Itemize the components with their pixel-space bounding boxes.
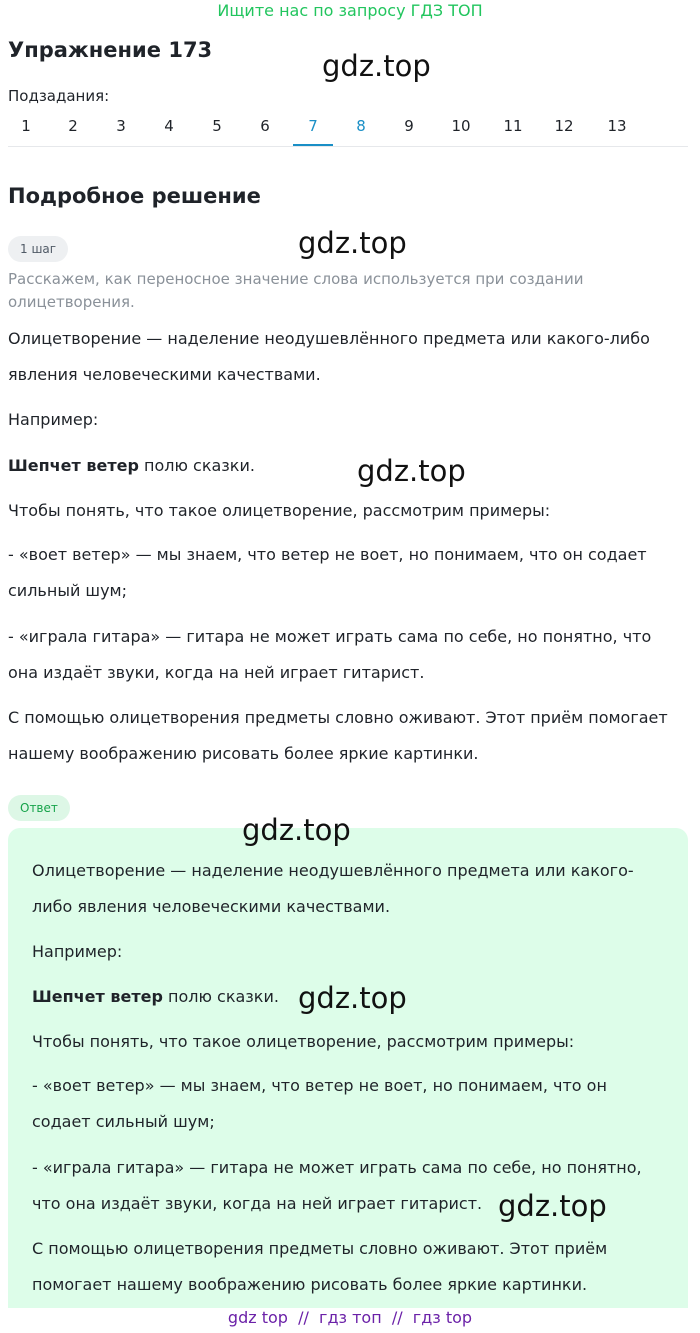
tab-10[interactable]: 10 bbox=[451, 117, 471, 135]
answer-paragraph: Олицетворение — наделение неодушевлённого предмета или какого-либо явления человеческими качествами. bbox=[32, 861, 634, 916]
divider bbox=[8, 146, 688, 147]
tab-11[interactable]: 11 bbox=[503, 117, 523, 135]
bold-phrase: Шепчет ветер bbox=[8, 456, 139, 475]
tab-13[interactable]: 13 bbox=[607, 117, 627, 135]
tab-9[interactable]: 9 bbox=[404, 117, 414, 135]
answer-paragraph: Чтобы понять, что такое олицетворение, рассмотрим примеры: bbox=[32, 1032, 575, 1051]
phrase-rest: полю сказки. bbox=[138, 456, 255, 475]
watermark: gdz.top bbox=[242, 813, 351, 847]
bold-phrase: Шепчет ветер bbox=[32, 987, 163, 1006]
tab-2[interactable]: 2 bbox=[68, 117, 78, 135]
watermark: gdz.top bbox=[498, 1189, 607, 1223]
step-hint: Расскажем, как переносное значение слова используется при создании олицетворения. bbox=[8, 270, 584, 311]
footer-watermark: gdz top // гдз топ // гдз top bbox=[227, 1308, 473, 1327]
tab-12[interactable]: 12 bbox=[554, 117, 574, 135]
solution-paragraph: - «воет ветер» — мы знаем, что ветер не воет, но понимаем, что он содает сильный шум; bbox=[8, 545, 647, 600]
solution-paragraph: - «играла гитара» — гитара не может играть сама по себе, но понятно, что она издаёт звуки, когда на ней играет гитарист. bbox=[8, 627, 652, 682]
answer-paragraph: - «воет ветер» — мы знаем, что ветер не воет, но понимаем, что он содает сильный шум; bbox=[32, 1076, 607, 1131]
tab-7-active[interactable]: 7 bbox=[308, 117, 318, 135]
answer-badge: Ответ bbox=[8, 795, 70, 821]
watermark: gdz.top bbox=[357, 454, 466, 488]
solution-paragraph: Олицетворение — наделение неодушевлённого предмета или какого-либо явления человеческими качествами. bbox=[8, 329, 650, 384]
search-banner: Ищите нас по запросу ГДЗ ТОП bbox=[217, 1, 483, 20]
phrase-rest: полю сказки. bbox=[162, 987, 279, 1006]
tab-4[interactable]: 4 bbox=[164, 117, 174, 135]
watermark: gdz.top bbox=[298, 226, 407, 260]
tab-3[interactable]: 3 bbox=[116, 117, 126, 135]
tab-5[interactable]: 5 bbox=[212, 117, 222, 135]
tab-8[interactable]: 8 bbox=[356, 117, 366, 135]
solution-paragraph: С помощью олицетворения предметы словно оживают. Этот приём помогает нашему воображению рисовать более яркие картинки. bbox=[8, 708, 668, 763]
step-badge: 1 шаг bbox=[8, 236, 68, 262]
answer-paragraph: - «играла гитара» — гитара не может играть сама по себе, но понятно, что она издаёт звуки, когда на ней играет гитарист. bbox=[32, 1158, 642, 1213]
tab-1[interactable]: 1 bbox=[21, 117, 31, 135]
subtask-tabs bbox=[0, 106, 700, 148]
page-title: Упражнение 173 bbox=[8, 38, 213, 62]
section-title: Подробное решение bbox=[8, 184, 261, 208]
solution-paragraph: Чтобы понять, что такое олицетворение, рассмотрим примеры: bbox=[8, 501, 551, 520]
solution-paragraph: Например: bbox=[8, 410, 99, 429]
subtasks-label: Подзадания: bbox=[8, 87, 110, 105]
watermark: gdz.top bbox=[322, 49, 431, 83]
tab-6[interactable]: 6 bbox=[260, 117, 270, 135]
watermark: gdz.top bbox=[298, 981, 407, 1015]
answer-paragraph: Например: bbox=[32, 942, 123, 961]
answer-paragraph: С помощью олицетворения предметы словно оживают. Этот приём помогает нашему воображению рисовать более яркие картинки. bbox=[32, 1239, 608, 1294]
solution-paragraph bbox=[8, 448, 668, 484]
